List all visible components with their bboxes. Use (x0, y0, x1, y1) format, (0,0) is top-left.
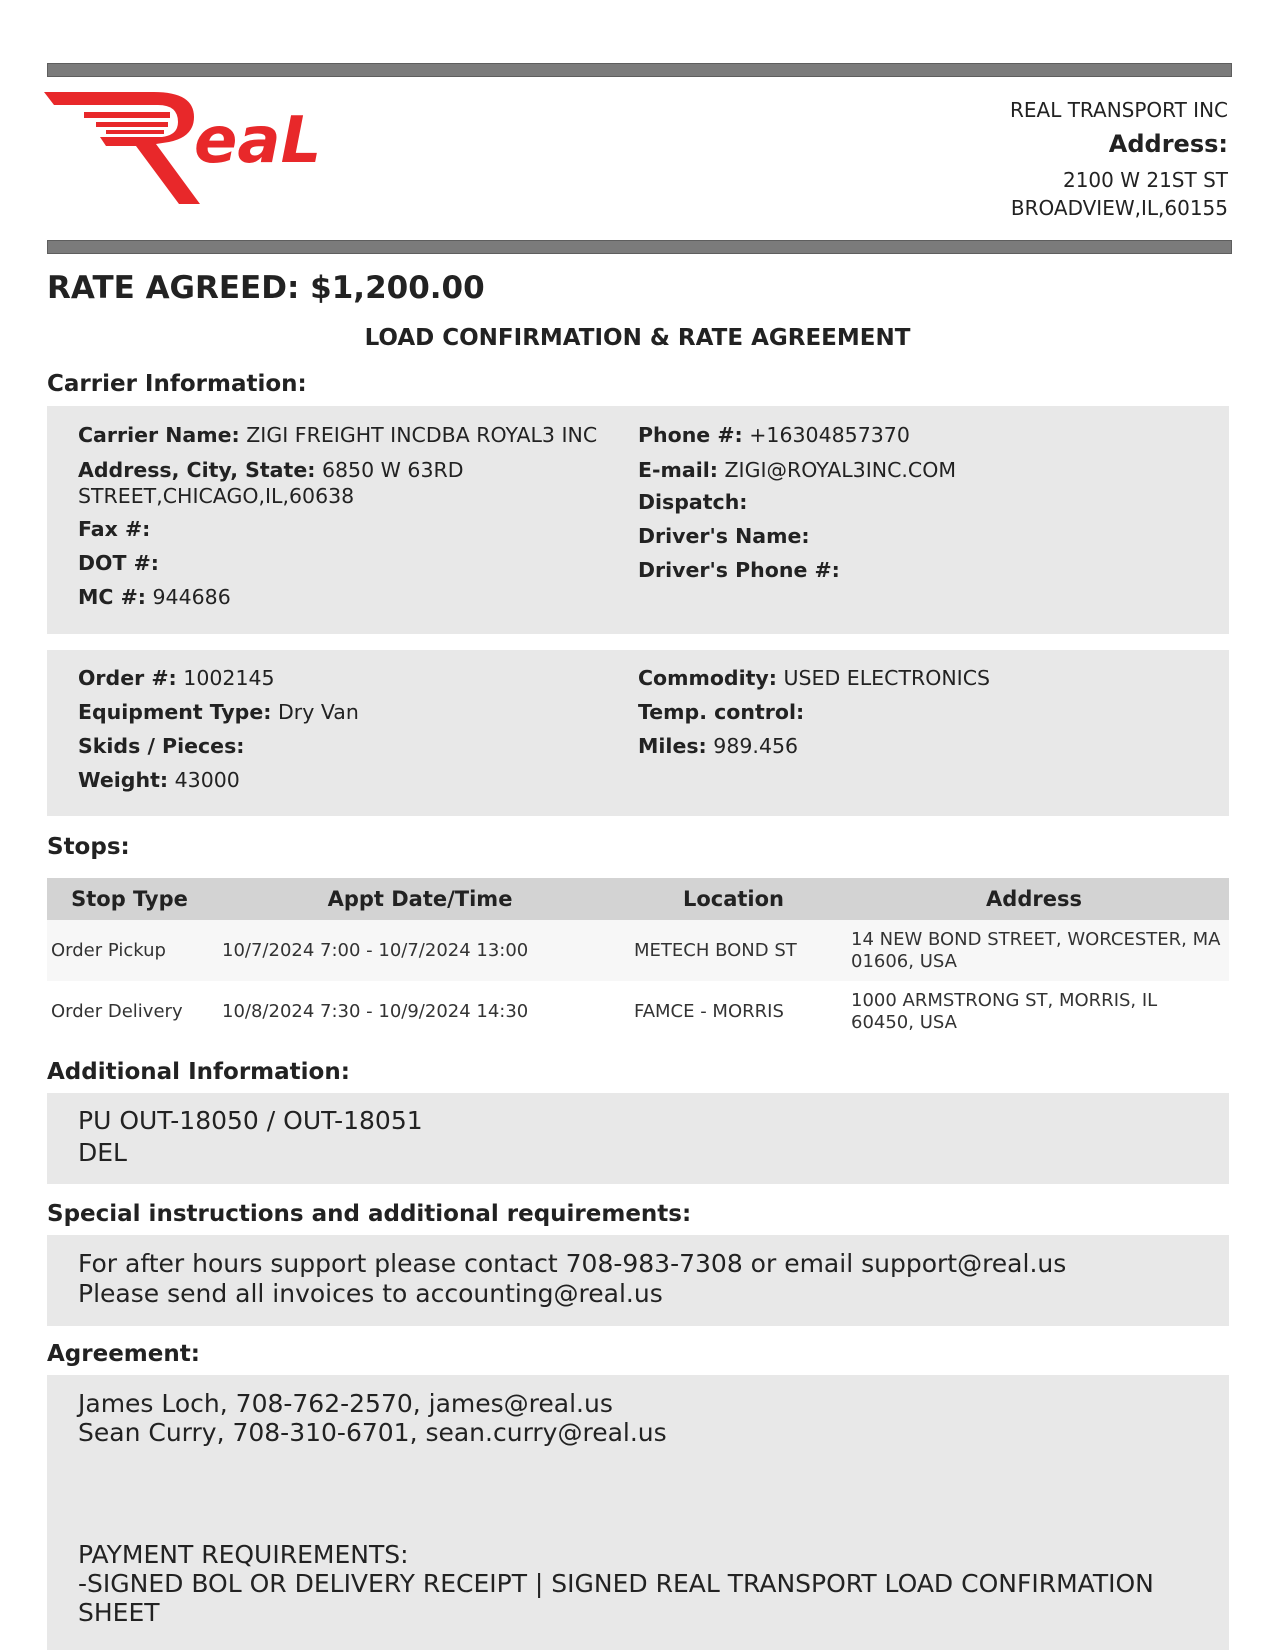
svg-text:eaL: eaL (194, 104, 322, 178)
company-address-line2: BROADVIEW,IL,60155 (1010, 196, 1228, 220)
company-name: REAL TRANSPORT INC (1010, 98, 1228, 122)
equipment-type-value: Dry Van (278, 700, 359, 724)
carrier-dot-label: DOT #: (78, 551, 159, 575)
payment-requirements-line2: SHEET (78, 1598, 160, 1627)
additional-info-panel (47, 1093, 1229, 1184)
appt-cell: 10/8/2024 7:30 - 10/9/2024 14:30 (212, 981, 628, 1042)
weight-value: 43000 (174, 768, 240, 792)
miles-row (638, 733, 798, 759)
carrier-info-panel (47, 406, 1229, 634)
skids-pieces-label: Skids / Pieces: (78, 734, 245, 758)
carrier-info-heading: Carrier Information: (47, 371, 307, 397)
order-number-value: 1002145 (183, 666, 275, 690)
agreement-contact-1: James Loch, 708-762-2570, james@real.us (78, 1389, 613, 1418)
carrier-mc-value: 944686 (152, 585, 231, 609)
carrier-address-row (78, 457, 464, 509)
carrier-email-value: ZIGI@ROYAL3INC.COM (724, 458, 957, 482)
additional-info-line1: PU OUT-18050 / OUT-18051 (78, 1106, 423, 1135)
col-address: Address (839, 878, 1229, 920)
carrier-phone-label: Phone #: (638, 423, 743, 447)
carrier-email-label: E-mail: (638, 458, 718, 482)
agreement-contact-2: Sean Curry, 708-310-6701, sean.curry@real.us (78, 1418, 667, 1447)
carrier-mc-label: MC #: (78, 585, 146, 609)
driver-name-row (638, 523, 810, 549)
driver-phone-label: Driver's Phone #: (638, 558, 840, 582)
col-appt-datetime: Appt Date/Time (212, 878, 628, 920)
carrier-phone-row (638, 422, 910, 448)
order-info-panel (47, 650, 1229, 816)
special-instructions-heading: Special instructions and additional requirements: (47, 1201, 692, 1227)
miles-value: 989.456 (713, 734, 799, 758)
commodity-label: Commodity: (638, 666, 777, 690)
address-cell: 14 NEW BOND STREET, WORCESTER, MA 01606, USA (839, 920, 1229, 981)
commodity-value: USED ELECTRONICS (783, 666, 991, 690)
company-block (1010, 96, 1228, 222)
special-instructions-panel (47, 1235, 1229, 1326)
carrier-address-value-1: 6850 W 63RD (321, 458, 464, 482)
carrier-fax-row (78, 516, 150, 542)
commodity-row (638, 665, 990, 691)
col-location: Location (628, 878, 839, 920)
additional-info-line2: DEL (78, 1138, 127, 1167)
appt-cell: 10/7/2024 7:00 - 10/7/2024 13:00 (212, 920, 628, 981)
weight-row (78, 767, 240, 793)
equipment-type-row (78, 699, 359, 725)
carrier-address-value-2: STREET,CHICAGO,IL,60638 (78, 484, 355, 508)
carrier-dispatch-row (638, 489, 748, 515)
temp-control-row (638, 699, 804, 725)
carrier-name-row (78, 422, 597, 448)
stop-type-cell: Order Delivery (47, 981, 212, 1042)
payment-requirements-line1: -SIGNED BOL OR DELIVERY RECEIPT | SIGNED REAL TRANSPORT LOAD CONFIRMATION (78, 1569, 1154, 1598)
address-cell: 1000 ARMSTRONG ST, MORRIS, IL 60450, USA (839, 981, 1229, 1042)
carrier-dot-row (78, 550, 159, 576)
stop-type-cell: Order Pickup (47, 920, 212, 981)
agreement-panel (47, 1375, 1229, 1650)
header-divider-bottom (47, 240, 1232, 254)
stops-heading: Stops: (47, 834, 130, 860)
carrier-address-label: Address, City, State: (78, 458, 316, 482)
location-cell: FAMCE - MORRIS (628, 981, 839, 1042)
header-divider-top (47, 63, 1232, 77)
temp-control-label: Temp. control: (638, 700, 805, 724)
carrier-name-label: Carrier Name: (78, 423, 240, 447)
carrier-phone-value: +16304857370 (749, 423, 910, 447)
order-number-row (78, 665, 275, 691)
additional-info-heading: Additional Information: (47, 1059, 350, 1085)
driver-phone-row (638, 557, 840, 583)
document-title: LOAD CONFIRMATION & RATE AGREEMENT (364, 325, 911, 351)
carrier-email-row (638, 457, 956, 483)
driver-name-label: Driver's Name: (638, 524, 810, 548)
special-instructions-line1: For after hours support please contact 708-983-7308 or email support@real.us (78, 1249, 1067, 1278)
carrier-name-value: ZIGI FREIGHT INCDBA ROYAL3 INC (246, 423, 598, 447)
stops-table (47, 878, 1229, 1042)
weight-label: Weight: (78, 768, 169, 792)
carrier-mc-row (78, 584, 231, 610)
skids-pieces-row (78, 733, 244, 759)
real-logo (44, 92, 364, 210)
payment-requirements-title: PAYMENT REQUIREMENTS: (78, 1540, 409, 1569)
table-row (47, 981, 1229, 1042)
carrier-dispatch-label: Dispatch: (638, 490, 748, 514)
agreement-heading: Agreement: (47, 1341, 200, 1367)
location-cell: METECH BOND ST (628, 920, 839, 981)
company-address-line1: 2100 W 21ST ST (1062, 168, 1228, 192)
order-number-label: Order #: (78, 666, 177, 690)
col-stop-type: Stop Type (47, 878, 212, 920)
equipment-type-label: Equipment Type: (78, 700, 272, 724)
miles-label: Miles: (638, 734, 707, 758)
carrier-fax-label: Fax #: (78, 517, 151, 541)
rate-agreed: RATE AGREED: $1,200.00 (47, 270, 485, 306)
company-address-title: Address: (1108, 130, 1228, 158)
stops-header-row (47, 878, 1229, 920)
table-row (47, 920, 1229, 981)
special-instructions-line2: Please send all invoices to accounting@real.us (78, 1279, 663, 1308)
